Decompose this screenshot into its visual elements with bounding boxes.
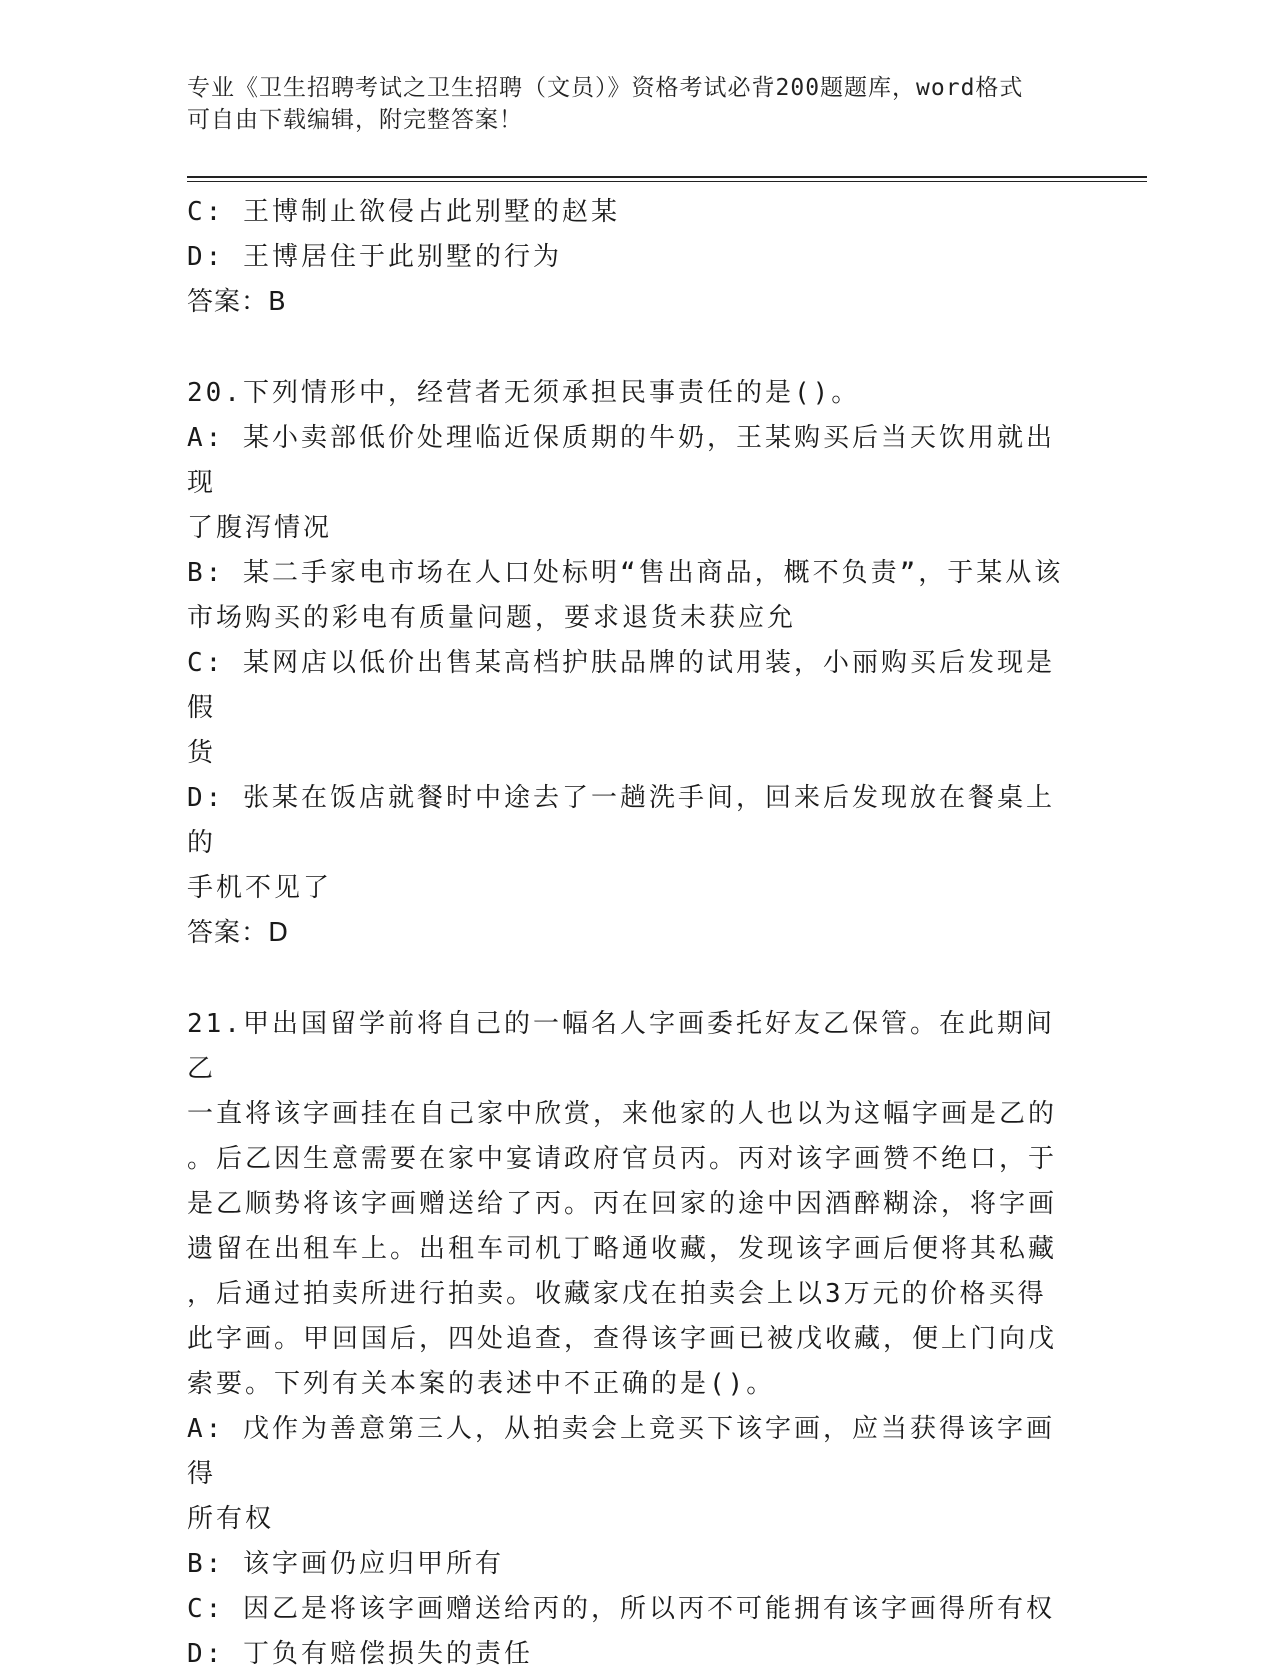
q19-answer: 答案：B <box>187 287 287 317</box>
q21-stem-line-5: 遗留在出租车上。出租车司机丁略通收藏，发现该字画后便将其私藏 <box>187 1234 1058 1264</box>
q20-option-c-line-2: 货 <box>187 738 217 768</box>
document-body <box>187 190 1067 1677</box>
q21-stem-line-7: 此字画。甲回国后，四处追查，查得该字画已被戊收藏，便上门向戊 <box>187 1324 1058 1354</box>
q20-stem: 20.下列情形中，经营者无须承担民事责任的是()。 <box>187 378 861 408</box>
q21-option-b: B: 该字画仍应归甲所有 <box>187 1549 504 1579</box>
q21-option-c: C: 因乙是将该字画赠送给丙的，所以丙不可能拥有该字画得所有权 <box>187 1594 1055 1624</box>
q20-option-d-line-2: 手机不见了 <box>187 873 333 903</box>
q21-stem-line-6: ，后通过拍卖所进行拍卖。收藏家戊在拍卖会上以3万元的价格买得 <box>187 1279 1047 1309</box>
q21-stem-line-3: 。后乙因生意需要在家中宴请政府官员丙。丙对该字画赞不绝口，于 <box>187 1144 1058 1174</box>
q21-option-d: D: 丁负有赔偿损失的责任 <box>187 1639 533 1669</box>
q20-option-b-line-1: B: 某二手家电市场在人口处标明“售出商品，概不负责”，于某从该 <box>187 558 1064 588</box>
q21-option-a-line-1: A: 戊作为善意第三人，从拍卖会上竞买下该字画，应当获得该字画得 <box>187 1414 1055 1489</box>
q20-option-c-line-1: C: 某网店以低价出售某高档护肤品牌的试用装，小丽购买后发现是假 <box>187 648 1055 723</box>
header-rule-thick <box>187 176 1147 178</box>
header-rule-thin <box>187 181 1147 182</box>
q20-option-d-line-1: D: 张某在饭店就餐时中途去了一趟洗手间，回来后发现放在餐桌上的 <box>187 783 1055 858</box>
q21-stem-line-4: 是乙顺势将该字画赠送给了丙。丙在回家的途中因酒醉糊涂，将字画 <box>187 1189 1058 1219</box>
q20-option-a-line-1: A: 某小卖部低价处理临近保质期的牛奶，王某购买后当天饮用就出现 <box>187 423 1055 498</box>
q19-option-d: D: 王博居住于此别墅的行为 <box>187 242 562 272</box>
q21-stem-line-1: 21.甲出国留学前将自己的一幅名人字画委托好友乙保管。在此期间乙 <box>187 1009 1055 1084</box>
page-header <box>187 72 1067 136</box>
spacer <box>187 325 1067 371</box>
q20-option-a-line-2: 了腹泻情况 <box>187 513 333 543</box>
q21-stem-line-2: 一直将该字画挂在自己家中欣赏，来他家的人也以为这幅字画是乙的 <box>187 1099 1058 1129</box>
q20-answer: 答案：D <box>187 918 290 948</box>
header-line-1: 专业《卫生招聘考试之卫生招聘（文员）》资格考试必背200题题库，word格式 <box>187 75 1024 101</box>
q19-option-c: C: 王博制止欲侵占此别墅的赵某 <box>187 197 620 227</box>
q21-option-a-line-2: 所有权 <box>187 1504 275 1534</box>
spacer <box>187 956 1067 1002</box>
q20-option-b-line-2: 市场购买的彩电有质量问题，要求退货未获应允 <box>187 603 797 633</box>
q21-stem-line-8: 索要。下列有关本案的表述中不正确的是()。 <box>187 1369 776 1399</box>
header-line-2: 可自由下载编辑，附完整答案！ <box>187 107 523 133</box>
